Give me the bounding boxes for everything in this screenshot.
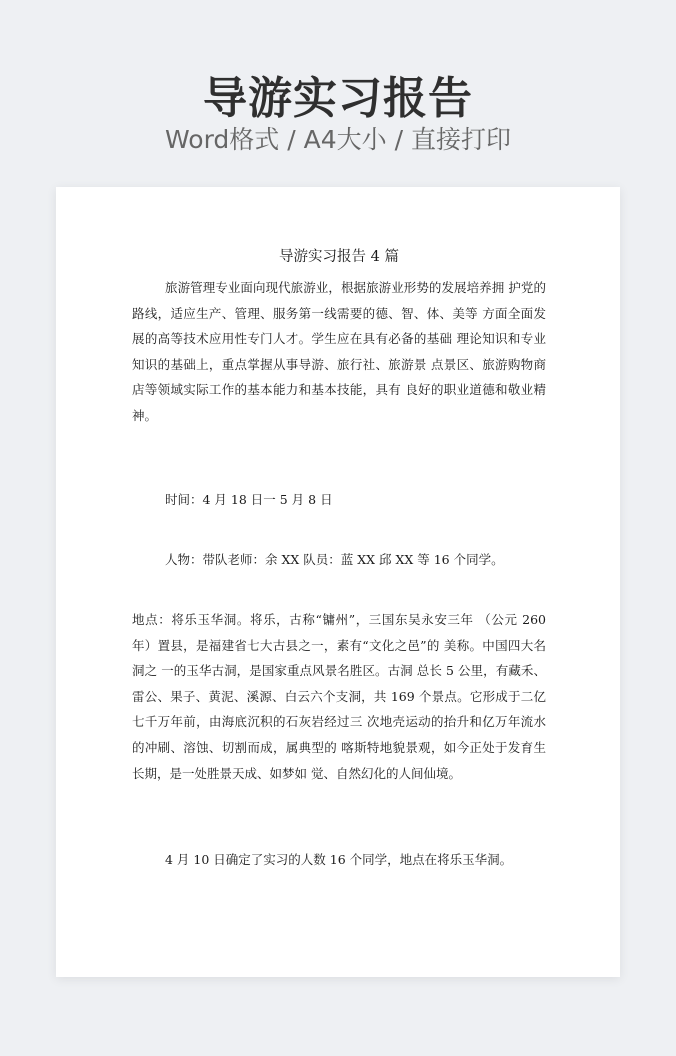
- paragraph-time: 时间：4 月 18 日一 5 月 8 日: [165, 492, 333, 507]
- paragraph-date-confirmed: 4 月 10 日确定了实习的人数 16 个同学，地点在将乐玉华洞。: [165, 852, 513, 867]
- page-subtitle: Word格式 / A4大小 / 直接打印: [165, 125, 511, 154]
- document-title: 导游实习报告 4 篇: [279, 249, 399, 265]
- page-title: 导游实习报告: [203, 73, 473, 124]
- paragraph-location: 地点：将乐玉华洞。将乐，古称“镛州”，三国东吴永安三年 （公元 260 年）置县，是福建省七大古县之一，素有“文化之邑”的 美称。中国四大名洞之 一的玉华古洞，是国家重点风景名胜区。古洞 总长 5 公里，有藏禾、雷公、果子、黄泥、溪源、白云六个支洞，共 169 个景点。它形成于二亿七千万年前，由海底沉积的石灰岩经过三 次地壳运动的抬升和亿万年流水的冲刷、溶蚀、切割而成，属典型的 喀斯特地貌景观，如今正处于发育生长期，是一处胜景天成、如梦如 觉、自然幻化的人间仙境。: [132, 612, 546, 781]
- document-page: [56, 187, 620, 977]
- paragraph-intro: 旅游管理专业面向现代旅游业，根据旅游业形势的发展培养拥 护党的路线，适应生产、管理、服务第一线需要的德、智、体、美等 方面全面发展的高等技术应用性专门人才。学生应在具有必备的基础 理论知识和专业知识的基础上，重点掌握从事导游、旅行社、旅游景 点景区、旅游购物商店等领域实际工作的基本能力和基本技能，具有 良好的职业道德和敬业精神。: [132, 280, 546, 423]
- paragraph-people: 人物：带队老师：余 XX 队员：蓝 XX 邱 XX 等 16 个同学。: [165, 552, 504, 567]
